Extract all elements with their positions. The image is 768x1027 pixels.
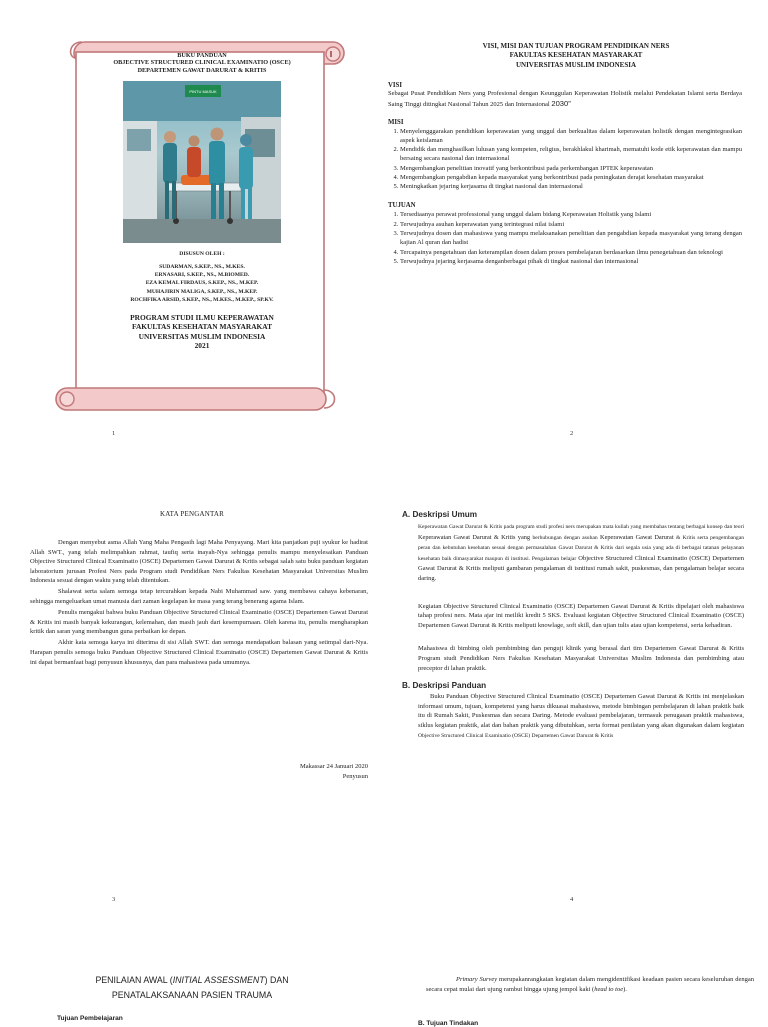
- section-heading-a: A. Deskripsi Umum: [402, 510, 478, 519]
- text-run: PENILAIAN AWAL (: [95, 975, 173, 985]
- list-item: 1. Tersediaanya perawat professional yang unggul dalam bidang Keperawatan Holistik yang Islami: [400, 211, 742, 220]
- tujuan-heading: TUJUAN: [388, 202, 416, 210]
- kata-pengantar-title: KATA PENGANTAR: [159, 510, 225, 518]
- title-line: FAKULTAS KESEHATAN MASYARAKAT: [509, 51, 643, 60]
- text-run: Objective Structured Clinical Examinatio (OSCE) Departemen Gawat Darurat & Kritis: [418, 732, 614, 739]
- text-run: Keperawatan Gawat Darurat & Kritis yang: [418, 533, 531, 541]
- section-heading-b: B. Deskripsi Panduan: [402, 681, 487, 691]
- paragraph: Dengan menyebut asma Allah Yang Maha Pengasih lagi Maha Penyayang. Mari kita panjatkan puji syukur ke hadirat Allah SWT., yang telah melimpahkan rahmat, taufiq serta inayah-Nya sehingga penulis mampu menyelesaikan Panduan Objective Structured Clinical Examinatio (OSCE) Departemen Gawat Darurat & Kritis sebagai salah satu buku panduan kegiatan laboratorium jurusan Profesi Ners pada Program studi Pendidikan Ners Fakultas Kesehatan Masyarakat Universitas Muslim Indonesia sesuai dengan waktu yang telah ditentukan.: [30, 539, 368, 585]
- cover-photo: [123, 81, 281, 243]
- cover-program-line: FAKULTAS KESEHATAN MASYARAKAT: [131, 322, 273, 332]
- text-run: ).: [623, 986, 627, 993]
- cover-author-list: [82, 263, 322, 304]
- kata-pengantar-body: [30, 538, 368, 669]
- kata-pengantar-page: [0, 490, 384, 950]
- place-date: Makassar 24 Januari 2020: [299, 763, 368, 770]
- signer: Penyusun: [342, 773, 368, 780]
- paragraph: Shalawat serta salam semoga tetap tercurahkan kepada Nabi Muhammad saw. yang membawa cahaya kebenaran, sehingga mengeluarkan umat manusia dari zaman kegelapan ke masa yang terang benerang agama Islam.: [30, 588, 368, 606]
- list-item: 3. Mengembangkan penelitian inovatif yang berkontribusi pada perkembangan IPTEK keperawatan: [400, 165, 742, 174]
- visi-text: [388, 89, 742, 109]
- deskripsi-page: [384, 490, 768, 950]
- text-run: & Kritis serta pengembangan peran dan kebutuhan kesehatan sesuai dengan permasalahan Gawat Darurat & Kritis dari segala usia yang ada di berbagai tatanan pelayanan kesehatan baik dimasyarakat maupun di institusi. Pengalaman belajar: [418, 534, 744, 562]
- list-item: 1. Menyelengggarakan pendidikan keperawatan yang unggul dan berkualitas dalam keperawatan holistik dengan mengintegrasikan aspek keislaman: [400, 128, 742, 146]
- cover-program-line: PROGRAM STUDI ILMU KEPERAWATAN: [130, 312, 274, 322]
- tujuan-list: [388, 211, 742, 266]
- primary-survey-text: [426, 975, 754, 995]
- paragraph: Mahasiswa di bimbing oleh pembimbing dan penguji klinik yang berasal dari tim Departemen Gawat Darurat & Kritis Program studi Pendidikan Ners Fakultas Kesehatan Masyarakat Universitas Muslim Indonesia dan pembimbing atau preceptor di lahan praktik.: [418, 645, 744, 672]
- deskripsi-umum: [418, 522, 744, 673]
- signature-block: [300, 762, 368, 782]
- paragraph: Penulis mengakui bahwa buku Panduan Objective Structured Clinical Examinatio (OSCE) Departemen Gawat Darurat & Kritis ini masih banyak kekurangan, kelemahan, dan masih jauh dari kesempurnaan. Oleh karena itu, penulis mengharapkan kritik dan saran yang membangun guna perbaikan ke depan.: [30, 609, 368, 636]
- page-number: 1: [112, 430, 116, 437]
- list-item: 5. Terwujudnya jejaring kerjasama denganberbagai pihak di tingkat nasional dan internasional: [400, 258, 742, 267]
- title-line: PENATALAKSANAAN PASIEN TRAUMA: [111, 990, 273, 1000]
- list-item: 2. Mendidik dan menghasilkan lulusan yang kompeten, religius, berakhlakul kharimah, mematuhi kode etik keperawatan dan mampu bersaing secara nasional dan internasional: [400, 146, 742, 164]
- text-run: berhubungan dengan asuhan: [532, 534, 598, 541]
- cover-author: SUDARMAN, S.KEP., NS., M.KES.: [159, 263, 245, 270]
- page-number: 2: [570, 430, 574, 437]
- misi-heading: MISI: [388, 119, 404, 127]
- visi-body: Sebagai Pusat Pendidikan Ners yang Profesional dengan Keunggulan Keperawatan Holistik melalui Pendekatan Islami serta Berdaya Saing Tinggi ditingkat Nasional Tahun 2025 dan Internasional: [388, 90, 742, 108]
- text-run: Buku Panduan Objective Structured Clinical Examinatio (OSCE) Departemen Gawat Darurat & Kritis ini menjelaskan informasi umum, tujuan, kompetensi yang harus dikuasai mahasiswa, metode bimbingan pembelajaran di lahan praktik baik itu di Rumah Sakit, Puskesmas dan secara Daring. Metode evaluasi pembelajaran, termasuk penugasan praktik mahasiswa, siklus kegiatan praktik, alat dan bahan praktik yang dibutuhkan, serta format penilaian yang akan digunakan dalam kegiatan: [418, 693, 744, 729]
- cover-year: 2021: [194, 341, 210, 351]
- scroll-frame: [50, 38, 350, 414]
- cover-author: ROCHFIKA ARSID, S.KEP., NS., M.KES., M.KEP., SP.KV.: [130, 296, 274, 303]
- text-run: Keperawatan Gawat Darurat & Kritis pada program studi profesi ners merupakan mata kuliah yang membahas tentang berbagai konsep dan teori: [418, 524, 744, 530]
- visi-page-title: [384, 0, 768, 70]
- text-run: Primary Survey: [456, 976, 498, 983]
- cover-author: ERNASARI, S.KEP., NS., M.BIOMED.: [154, 272, 250, 279]
- paragraph: [418, 522, 744, 584]
- title-line: [0, 973, 384, 988]
- cover-program-line: UNIVERSITAS MUSLIM INDONESIA: [138, 331, 266, 341]
- list-item: 4. Mengembangkan pengabdian kepada masyarakat yang berkontribusi pada peningkatan derajat kesehatan masyarakat: [400, 174, 742, 183]
- learning-objectives-label: Tujuan Pembelajaran: [57, 1015, 123, 1022]
- title-line: UNIVERSITAS MUSLIM INDONESIA: [515, 60, 637, 69]
- penilaian-awal-page: [0, 960, 384, 1024]
- text-run: Objective Structured Clinical Examinatio (OSCE) Departemen Gawat Darurat & Kritis meliputi gambaran pengalaman di isntitusi rumah sakit, puskesmas, dan pengalaman belajar secara daring.: [418, 554, 745, 582]
- cover-institution: [82, 313, 322, 351]
- primary-survey-page: [384, 960, 768, 1027]
- list-item: 2. Terwujudnya asuhan keperawatan yang terintegrasi nilai islami: [400, 221, 742, 230]
- text-run: INITIAL ASSESSMENT: [172, 975, 265, 985]
- cover-title-line: DEPARTEMEN GAWAT DARURAT & KRITIS: [137, 66, 267, 74]
- cover-title-line: OBJECTIVE STRUCTURED CLINICAL EXAMINATIO (OSCE): [113, 59, 291, 67]
- cover-content: [82, 52, 322, 392]
- next-section-heading: B. Tujuan Tindakan: [418, 1020, 479, 1027]
- penilaian-title: [0, 973, 384, 1003]
- cover-page: [0, 0, 384, 470]
- list-item: 3. Terwujudnya dosen dan mahasiswa yang mampu melaksanakan penelitian dan pengabdian kepada masyarakat yang terang dengan kajian Al quran dan hadist: [400, 230, 742, 248]
- visi-section: [388, 82, 742, 267]
- deskripsi-panduan: [418, 692, 744, 741]
- text-run: ) DAN: [264, 975, 289, 985]
- deskripsi-content: [402, 510, 744, 741]
- visi-misi-page: [384, 0, 768, 470]
- page-number: 3: [112, 896, 116, 903]
- list-item: 4. Tercapainya pengetahuan dan keterampilan dosen dalam proses pembelajaran berdasarkan ilmu penegetahuan dan teknologi: [400, 249, 742, 258]
- paragraph: Kegiatan Objective Structured Clinical Examinatio (OSCE) Departemen Gawat Darurat & Kritis dipelajari oleh mahasiswa tahap profesi ners. Mata ajar ini meiliki kredit 5 SKS. Evaluasi kegiatan Objective Structured Clinical Examinatio (OSCE) Departemen Gawat Darurat & Kritis meliputi knowlage, soft skill, dan ujian tulis atau ujian kompetensi, serta kehadiran.: [418, 602, 744, 629]
- list-item: 5. Meningkatkan jejaring kerjasama di tingkat nasional dan internasional: [400, 183, 742, 192]
- cover-author: MUHAJIRIN MALIGA, S.KEP., NS., M.KEP.: [146, 288, 258, 295]
- paragraph: Akhir kata semoga karya ini diterima di sisi Allah SWT. dan semoga mendapatkan balasan yang setimpal dari-Nya. Harapan penulis semoga buku Panduan Objective Structured Clinical Examinatio (OSCE) Departemen Gawat Darurat & Kritis ini dapat bermanfaat bagi penyusun khususnya, dan para mahasiswa pada umumnya.: [30, 639, 368, 666]
- cover-authors-label: DISUSUN OLEH :: [179, 250, 225, 257]
- title-line: VISI, MISI DAN TUJUAN PROGRAM PENDIDIKAN NERS: [482, 42, 670, 50]
- visi-heading: VISI: [388, 82, 402, 90]
- text-run: merupakanrangkaian kegiatan dalam mengidentifikasi keadaan pasien secara keseluruhan dengan secara cepat mulai dari ujung rambut hingga ujung jempol kaki (: [426, 976, 755, 993]
- photo-sign-text: PINTU MASUK: [189, 88, 217, 94]
- paragraph: [418, 692, 744, 741]
- text-run: head to toe: [594, 986, 624, 993]
- visi-year: 2030”: [551, 98, 571, 108]
- page-number: 4: [570, 896, 574, 903]
- cover-author: EZA KEMAL FIRDAUS, S.KEP., NS., M.KEP.: [145, 280, 259, 287]
- misi-list: [388, 128, 742, 192]
- cover-title-line: BUKU PANDUAN: [177, 52, 227, 59]
- text-run: Keperawatan Gawat Darurat: [600, 533, 674, 541]
